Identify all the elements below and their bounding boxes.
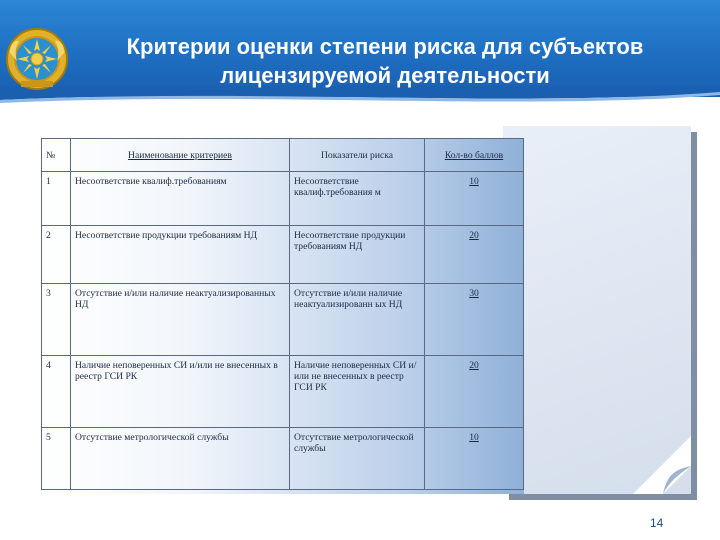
table-row [42, 172, 524, 226]
header-indicator: Показатели риска [290, 139, 425, 172]
row-indicator: Отсутствие и/или наличие неактуализированн ых НД [290, 284, 425, 356]
table-row [42, 284, 524, 356]
row-criterion: Наличие неповеренных СИ и/или не внесенных в реестр ГСИ РК [71, 356, 290, 428]
state-emblem-icon [5, 27, 69, 91]
row-number: 4 [42, 356, 71, 428]
row-score: 10 [425, 428, 524, 490]
table-row [42, 356, 524, 428]
row-number: 3 [42, 284, 71, 356]
row-indicator: Отсутствие метрологической службы [290, 428, 425, 490]
row-number: 1 [42, 172, 71, 226]
table-row [42, 428, 524, 490]
row-score: 20 [425, 356, 524, 428]
table-row [42, 226, 524, 284]
table-header-row [42, 139, 524, 172]
row-number: 2 [42, 226, 71, 284]
row-criterion: Отсутствие метрологической службы [71, 428, 290, 490]
header-score: Кол-во баллов [425, 139, 524, 172]
page-number: 14 [650, 516, 664, 530]
row-score: 20 [425, 226, 524, 284]
row-indicator: Несоответствие продукции требованиям НД [290, 226, 425, 284]
row-score: 10 [425, 172, 524, 226]
slide-title: Критерии оценки степени риска для субъектов лицензируемой деятельности [126, 34, 644, 88]
row-indicator: Наличие неповеренных СИ и/или не внесенных в реестр ГСИ РК [290, 356, 425, 428]
row-number: 5 [42, 428, 71, 490]
row-criterion: Несоответствие квалиф.требованиям [71, 172, 290, 226]
risk-criteria-table [41, 138, 524, 490]
page-curl-decoration [633, 436, 691, 494]
row-indicator: Несоответствие квалиф.требования м [290, 172, 425, 226]
header-criterion: Наименование критериев [71, 139, 290, 172]
row-criterion: Отсутствие и/или наличие неактуализированных НД [71, 284, 290, 356]
row-score: 30 [425, 284, 524, 356]
header-number: № [42, 139, 71, 172]
row-criterion: Несоответствие продукции требованиям НД [71, 226, 290, 284]
